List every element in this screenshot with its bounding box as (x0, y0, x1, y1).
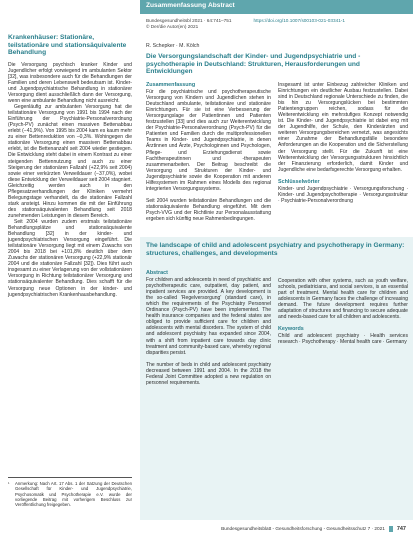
journal-citation: Bundesgesundheitsbl 2021 · 64:741–751 (146, 18, 232, 23)
footer-separator (389, 526, 393, 532)
keywords-heading: Keywords (278, 326, 304, 333)
paragraph: Gegenläufig zur ambulanten Versorgung hat die teilstationäre Versorgung von 1991 bis 1994 nach der Einführung der Psychiatrie-Personalverordnung (Psych-PV) zunächst einen massiven Bettenabbau erlebt (−41,9%). Von 1995 bis 2004 kam es kaum mehr zu einer Bettenreduktion von –0,3%. Wohingegen die stationäre Versorgung einen massiven Bettenabbau erlebt, ist die Bettenanzahl seit 2004 wieder gestiegen. Die Entwicklung steht dabei in einem Kontrast zu einer steigenden Bettennutzung und auch zu einer Steigerung der stationären Fallzahl (+22,9% seit 2004) sowie einer verkürzten Verweildauer (−37,0%), wobei diese Entwicklung der Verweildauer seit 2004 stagniert. Gleichzeitig werden auch in den Pflegesatzverhandlungen der Kliniken vermehrt Belegungstage verhandelt, da die stationäre Fallzahl stark ansteigt. Hinzu kommen die mit der Einführung des stationsäquivalenten Behandlung seit 2018 zunehmenden Leistungen in diesem Bereich. (8, 104, 132, 219)
abstract-en-right (278, 278, 408, 345)
paragraph: The number of beds in child and adolescent psychiatry decreased between 1991 and 2004. In the 2018 the Federal Joint Committee adopted a new regulation on personnel requirements. (146, 361, 271, 386)
keywords-heading: Schlüsselwörter (278, 178, 320, 185)
summary-de-right (278, 82, 408, 204)
paragraph: Für die psychiatrische und psychotherapeutische Versorgung von Kindern und Jugendlichen stehen in Deutschland ambulante, teilstationäre und stationäre Einrichtungen. Für sie ist eine Verbesserung der Versorgungslage der Patientinnen und Patienten festzustellen [33] und dies auch zur Weiterentwicklung der Psychiatrie-Personalverordnung (Psych-PV) für die Patienten und Familien durch die multiprofessionellen Teams in Kinder- und Jugendpsychiatrie, in denen Ärztinnen und Ärzte, Psychologinnen und Psychologen, Pflege- und Erziehungsdienst sowie Fachtherapeutinnen und -therapeuten zusammenarbeiten. Der Beitrag beschreibt die Versorgung und Strukturen der Kinder- und Jugendpsychiatrie sowie die Kooperation mit anderen Hilfesystemen im Rahmen eines Modells des regional integrierten Versorgungssystems. (146, 89, 271, 192)
doi-link[interactable]: https://doi.org/10.1007/s00103-021-03341-1 (253, 18, 345, 23)
footer-journal: Bundesgesundheitsblatt - Gesundheitsforschung - Gesundheitsschutz 7 · 2021 (221, 526, 385, 532)
summary-de-left (146, 82, 271, 222)
paragraph: Die Versorgung psychisch kranker Kinder und Jugendlicher erfolgt vorwiegend im ambulanten Sektor [32], was insbesondere auch für die Behandlungen der Familien und deren Lebenswelt bedeutsam ist. Kinder- und Jugendpsychiatrische Behandlung in stationärer Versorgung dient ausschließlich dann der Versorgung, wenn eine ambulante Behandlung nicht ausreicht. (8, 61, 132, 105)
keywords: Kinder- und Jugendpsychiatrie · Versorgungsforschung · Kinder- und Jugendpsychotherapie · Versorgungsstruktur · Psychiatrie-Personalverordnung (278, 185, 408, 204)
footnote (8, 477, 132, 507)
authors: R. Schepker · M. Kölch (146, 43, 200, 49)
title-german: Die Versorgungslandschaft der Kinder- und Jugendpsychiatrie und -psychotherapie in Deutschland: Strukturen, Herausforderungen und Entwicklungen (146, 53, 361, 76)
left-column (8, 34, 132, 298)
title-english: The landscape of child and adolescent psychiatry and psychotherapy in Germany: structures, challenges, and developments (146, 242, 405, 257)
abstract-en-left (146, 270, 271, 386)
page-number: 747 (396, 526, 406, 533)
header-bar (140, 0, 413, 14)
keywords: Child and adolescent psychiatry · Health services research · Psychotherapy · Mental health care · Germany (278, 333, 408, 346)
footnote-text: Anmerkung: Nach Art. 17 Abs. 1 der Satzung der Deutschen Gesellschaft für Kinder- und Jugendpsychiatrie, Psychosomatik und Psychotherapie e.V. wurde der vorliegende Beitrag mit vorherigem Beschluss zur Veröffentlichung freigegeben. (15, 481, 132, 508)
paragraph: Cooperation with other systems, such as youth welfare, schools, pediatricians, and social services, is an essential part of treatment. Mental health care for children and adolescents in Germany faces the challenge of increasing demand. The future development requires further adaptation of structures and financing to secure adequate and needs-based care for all children and adolescents. (278, 278, 408, 321)
section-heading: Krankenhäuser: Stationäre, teilstationäre und stationsäquivalente Behandlung (8, 34, 127, 57)
paragraph: For children and adolescents in need of psychiatric and psychotherapeutic care, outpatient, day patient, and inpatient services are provided. A key development is the so-called 'Regelversorgung' (standard care), in which the requirements of the Psychiatry Personnel Ordinance (Psych-PV) have been implemented. The health insurance companies and the federal states are obliged to provide sufficient care for children and adolescents with mental disorders. The system of child and adolescent psychiatry has expanded since 2004, with a shift from inpatient care towards day clinic treatment and community-based care, whereby regional disparities persist. (146, 277, 271, 356)
footnote-marker: ¹ (8, 481, 10, 486)
page-footer (220, 526, 406, 532)
summary-heading: Zusammenfassung (146, 82, 196, 88)
paragraph: Seit 2004 wurden zudem erstmals teilstationäre Behandlungsplätze und stationsäquivalente Behandlung [32] in der kinder- und jugendpsychiatrischen Versorgung eingeführt. Die teilstationäre Versorgung liegt mit einem Zuwachs von 2004 bis 2018 bei +101,8% deutlich über dem Zuwachs der stationären Versorgung (+22,9% stationär 2004 und die stationäre Fallzahl [32]). Dies führt auch insgesamt zu einer Verlagerung von der vollstationären Versorgung in Richtung teilstationärer Versorgung und stationsäquivalenter Behandlung. Dies schafft für die Versorgung neue Optionen in der kinder- und jugendpsychiatrischen Krankenhausbehandlung. (8, 219, 132, 298)
abstract-heading: Abstract (146, 270, 168, 276)
article-meta (146, 18, 408, 30)
header-zusammenfassung: Zusammenfassung (146, 2, 207, 9)
paragraph: Seit 2004 wurden teilstationäre Behandlungen und die stationsäquivalente Behandlung eingeführt. Mit dem Psych-VVG und der Richtlinie zur Personalausstattung ergeben sich künftig neue Rahmenbedingungen. (146, 197, 271, 222)
paragraph: Insgesamt ist unter Einbezug zahlreicher Kliniken und Einrichtungen ein deutlicher Ausbau festzustellen. Dabei sind in Deutschland regionale Unterschiede zu finden, die bis hin zu Versorgungslücken bei bestimmten Patientengruppen reichen, sodass für die Weiterentwicklung ein mehrstufiges Konzept notwendig ist. Die Kinder- und Jugendpsychiatrie ist dabei eng mit der Jugendhilfe, der Schule, den Kinderärzten und weiteren Versorgungsbereichen vernetzt, was angesichts einer Zunahme der Behandlungsfälle besondere Anforderungen an die Kooperation und die Sicherstellung der Versorgung stellt. Für die Zukunft ist eine Weiterentwicklung der Versorgungsstrukturen hinsichtlich der Finanzierung erforderlich, damit Kinder und Jugendliche eine bedarfsgerechte Versorgung erhalten. (278, 82, 408, 173)
header-abstract: Abstract (208, 2, 235, 9)
copyright: © Der/die Autor(en) 2021 (146, 23, 199, 29)
